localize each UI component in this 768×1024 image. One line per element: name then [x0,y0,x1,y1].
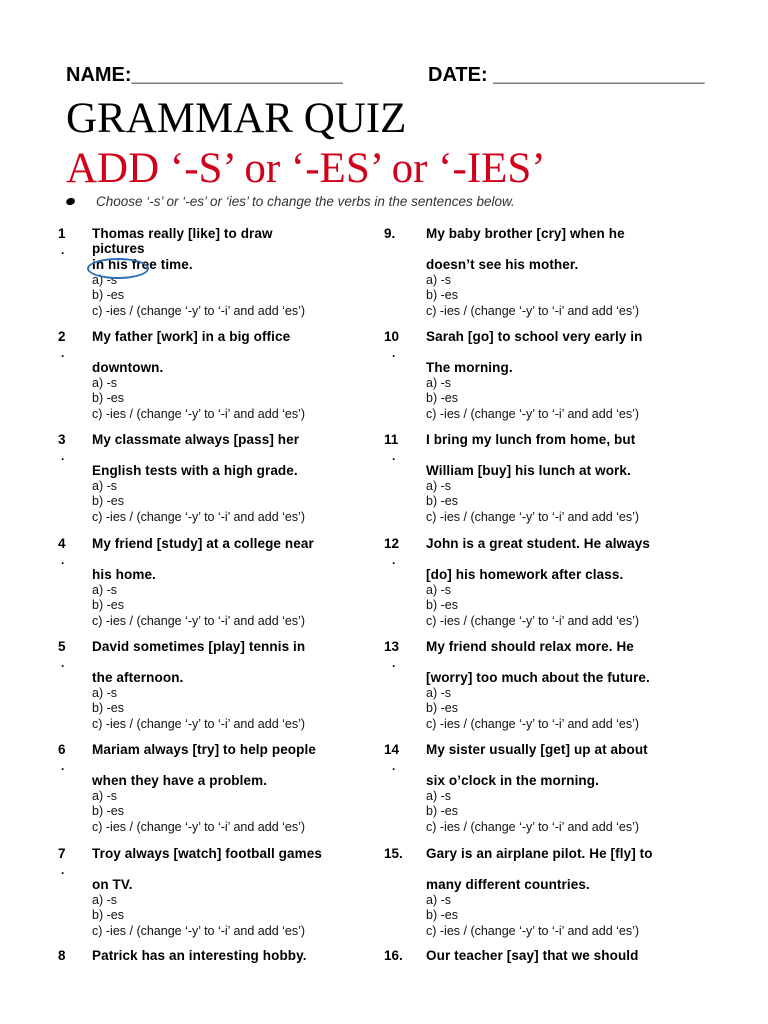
question-text-continued: when they have a problem. [92,773,268,788]
question-text: My friend [study] at a college near [92,536,314,551]
option-c[interactable]: c) -ies / (change ‘-y’ to ‘-i’ and add ‘es’) [426,304,640,318]
question-text-continued: The morning. [426,360,513,375]
question-number: 1 [58,226,66,241]
option-c[interactable]: c) -ies / (change ‘-y’ to ‘-i’ and add ‘es’) [92,510,306,524]
question-number-dot: . [61,863,65,877]
question-8 [58,948,358,968]
option-c[interactable]: c) -ies / (change ‘-y’ to ‘-i’ and add ‘es’) [92,820,306,834]
option-b[interactable]: b) -es [92,804,124,818]
question-9 [384,226,684,326]
question-text: I bring my lunch from home, but [426,432,636,447]
option-a[interactable]: a) -s [92,686,117,700]
option-c[interactable]: c) -ies / (change ‘-y’ to ‘-i’ and add ‘es’) [426,717,640,731]
page-title: GRAMMAR QUIZ [66,95,407,142]
option-c[interactable]: c) -ies / (change ‘-y’ to ‘-i’ and add ‘es’) [426,407,640,421]
question-number: 2 [58,329,66,344]
option-a[interactable]: a) -s [92,479,117,493]
question-number-dot: . [392,346,396,360]
question-3 [58,432,358,532]
question-text-continued: English tests with a high grade. [92,463,298,478]
option-a[interactable]: a) -s [426,686,451,700]
question-text-continued: his home. [92,567,156,582]
option-c[interactable]: c) -ies / (change ‘-y’ to ‘-i’ and add ‘es’) [92,407,306,421]
option-c[interactable]: c) -ies / (change ‘-y’ to ‘-i’ and add ‘es’) [92,924,306,938]
option-a[interactable]: a) -s [426,893,451,907]
question-text: John is a great student. He always [426,536,650,551]
question-text-continued: [do] his homework after class. [426,567,624,582]
option-a[interactable]: a) -s [92,583,117,597]
option-b[interactable]: b) -es [426,494,458,508]
question-text: My sister usually [get] up at about [426,742,648,757]
question-text-continued: [worry] too much about the future. [426,670,650,685]
option-a[interactable]: a) -s [92,376,117,390]
option-a[interactable]: a) -s [92,273,117,287]
question-number: 11 [384,432,399,447]
option-c[interactable]: c) -ies / (change ‘-y’ to ‘-i’ and add ‘es’) [426,820,640,834]
question-number: 5 [58,639,66,654]
question-text-continued: doesn’t see his mother. [426,257,579,272]
question-number-dot: . [61,553,65,567]
option-c[interactable]: c) -ies / (change ‘-y’ to ‘-i’ and add ‘es’) [92,717,306,731]
option-a[interactable]: a) -s [426,479,451,493]
question-text-continued: six o’clock in the morning. [426,773,599,788]
instruction [66,194,706,214]
question-13 [384,639,684,739]
option-c[interactable]: c) -ies / (change ‘-y’ to ‘-i’ and add ‘es’) [426,924,640,938]
question-number-dot: . [392,759,396,773]
question-text: My baby brother [cry] when he [426,226,625,241]
question-number-dot: . [392,553,396,567]
question-number: 16. [384,948,403,963]
question-text-continued: in his free time. [92,257,193,272]
question-text-continued: on TV. [92,877,133,892]
question-number: 8 [58,948,66,963]
question-text: Mariam always [try] to help people [92,742,316,757]
instruction-text: Choose ‘-s’ or ‘-es’ or ‘ies’ to change the verbs in the sentences below. [96,194,515,209]
option-b[interactable]: b) -es [92,598,124,612]
question-text-continued: many different countries. [426,877,590,892]
question-number: 13 [384,639,400,654]
option-b[interactable]: b) -es [92,288,124,302]
question-text: My father [work] in a big office [92,329,291,344]
question-2 [58,329,358,429]
handwritten-circle-annotation [87,258,149,279]
option-b[interactable]: b) -es [92,391,124,405]
option-a[interactable]: a) -s [426,376,451,390]
question-text: Gary is an airplane pilot. He [fly] to [426,846,653,861]
question-15 [384,846,684,946]
question-text: Troy always [watch] football games [92,846,322,861]
question-text-continued: downtown. [92,360,164,375]
question-number: 4 [58,536,66,551]
page-subtitle: ADD ‘-S’ or ‘-ES’ or ‘-IES’ [66,145,546,192]
option-c[interactable]: c) -ies / (change ‘-y’ to ‘-i’ and add ‘es’) [92,304,306,318]
option-a[interactable]: a) -s [92,893,117,907]
question-text: Patrick has an interesting hobby. [92,948,307,963]
option-a[interactable]: a) -s [426,583,451,597]
question-number-dot: . [61,449,65,463]
question-number-dot: . [61,346,65,360]
question-number-dot: . [61,243,65,257]
bullet-icon [65,197,76,207]
question-10 [384,329,684,429]
question-number: 7 [58,846,66,861]
question-7 [58,846,358,946]
question-text: My friend should relax more. He [426,639,634,654]
question-6 [58,742,358,842]
option-c[interactable]: c) -ies / (change ‘-y’ to ‘-i’ and add ‘es’) [426,614,640,628]
option-b[interactable]: b) -es [92,494,124,508]
question-number-dot: . [61,759,65,773]
question-number: 10 [384,329,400,344]
question-16 [384,948,684,968]
question-14 [384,742,684,842]
question-number: 6 [58,742,66,757]
option-a[interactable]: a) -s [426,273,451,287]
question-text-wrap: pictures [92,241,145,256]
date-field-label[interactable]: DATE: ___________________ [428,64,705,86]
option-b[interactable]: b) -es [426,391,458,405]
question-number: 15. [384,846,403,861]
question-text: David sometimes [play] tennis in [92,639,306,654]
question-5 [58,639,358,739]
option-a[interactable]: a) -s [92,789,117,803]
option-b[interactable]: b) -es [426,908,458,922]
question-number: 9. [384,226,396,241]
option-b[interactable]: b) -es [92,908,124,922]
option-b[interactable]: b) -es [426,804,458,818]
option-b[interactable]: b) -es [426,701,458,715]
question-4 [58,536,358,636]
question-number-dot: . [61,656,65,670]
question-number: 3 [58,432,66,447]
question-11 [384,432,684,532]
name-field-label[interactable]: NAME:___________________ [66,64,343,86]
question-number-dot: . [392,449,396,463]
question-12 [384,536,684,636]
header [66,64,716,94]
question-text-continued: William [buy] his lunch at work. [426,463,631,478]
question-number: 12 [384,536,400,551]
option-b[interactable]: b) -es [92,701,124,715]
question-text: Sarah [go] to school very early in [426,329,643,344]
question-number-dot: . [392,656,396,670]
question-text: Thomas really [like] to draw [92,226,273,241]
question-text: My classmate always [pass] her [92,432,300,447]
option-c[interactable]: c) -ies / (change ‘-y’ to ‘-i’ and add ‘es’) [426,510,640,524]
option-c[interactable]: c) -ies / (change ‘-y’ to ‘-i’ and add ‘es’) [92,614,306,628]
option-b[interactable]: b) -es [426,288,458,302]
question-text: Our teacher [say] that we should [426,948,639,963]
option-a[interactable]: a) -s [426,789,451,803]
question-number: 14 [384,742,400,757]
question-text-continued: the afternoon. [92,670,184,685]
option-b[interactable]: b) -es [426,598,458,612]
